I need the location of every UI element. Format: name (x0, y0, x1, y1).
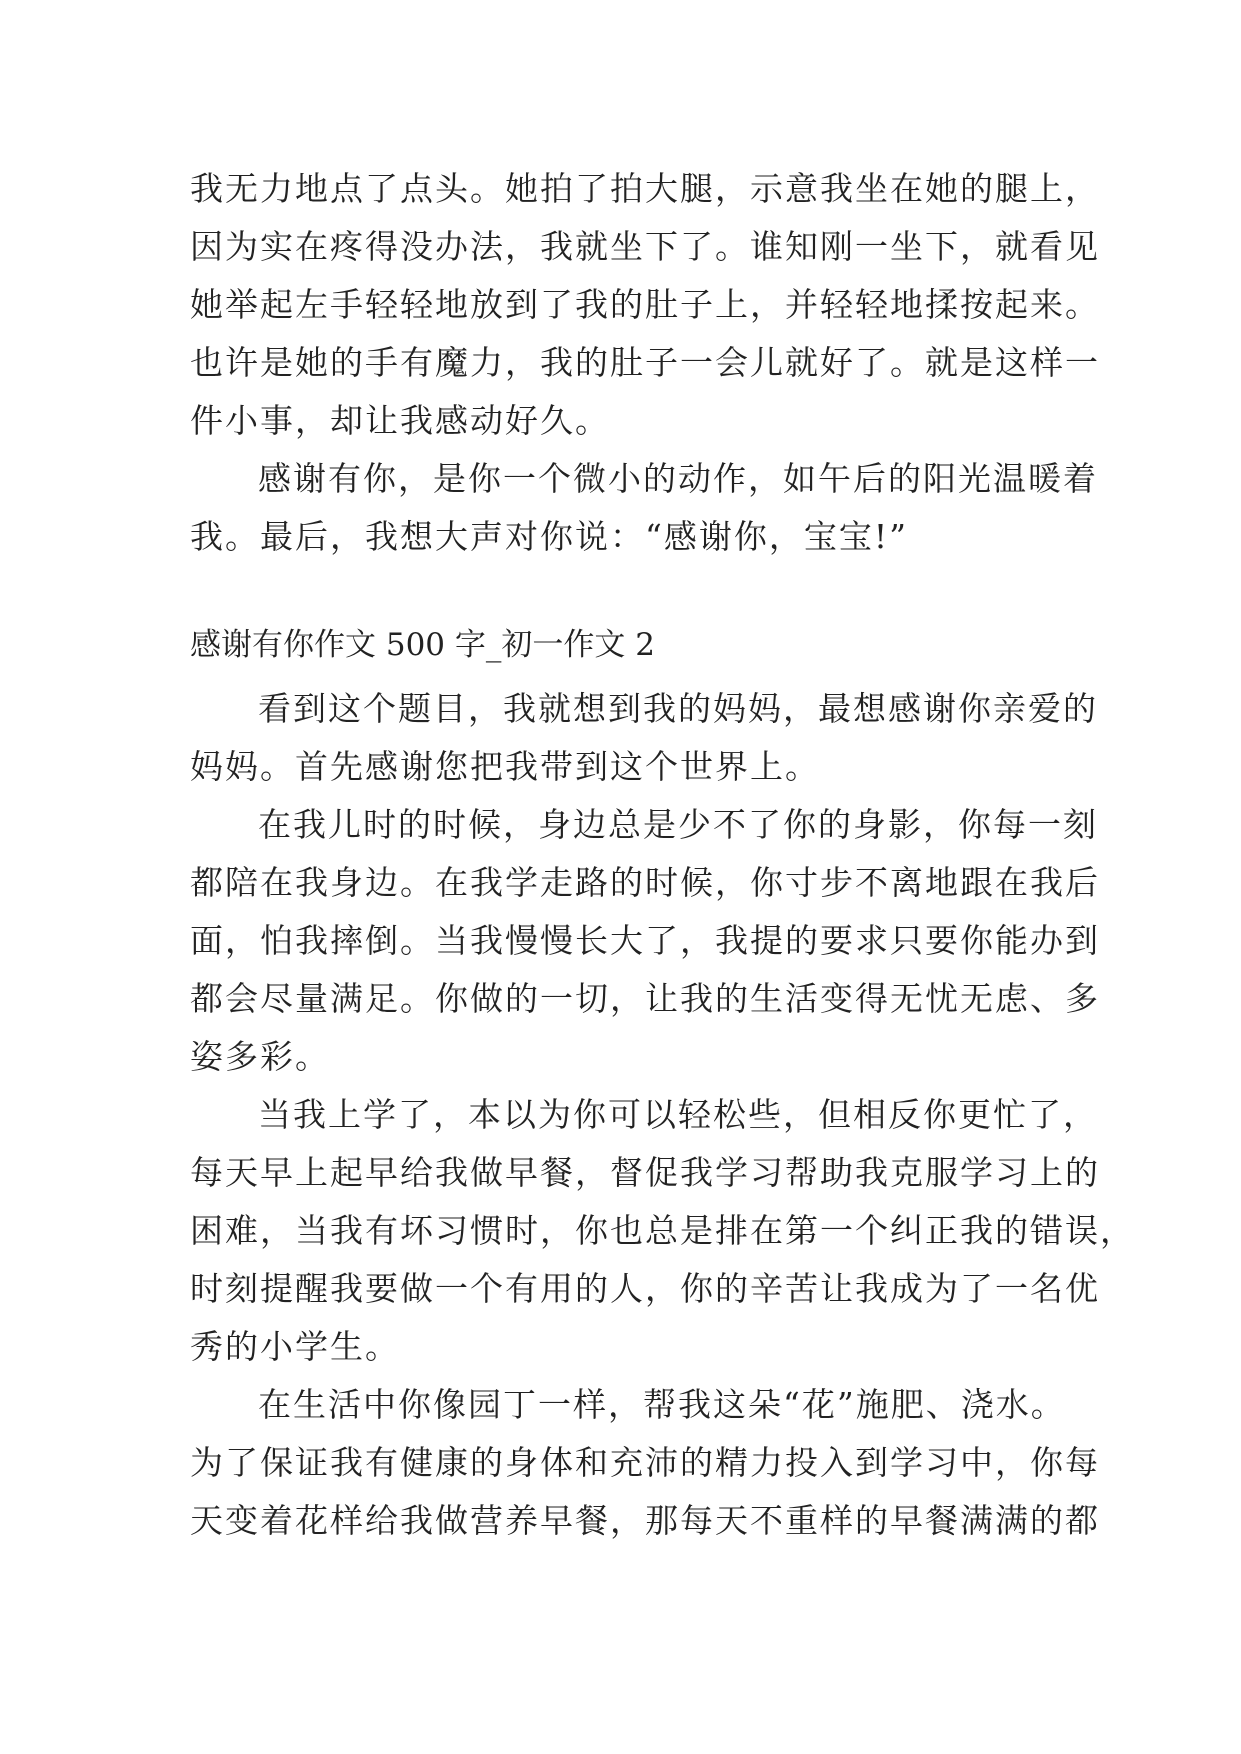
paragraph-closing (190, 450, 1098, 566)
text-line: 感谢有你，是你一个微小的动作，如午后的阳光温暖着 (258, 459, 1098, 498)
text-line: 她举起左手轻轻地放到了我的肚子上，并轻轻地揉按起来。 (190, 285, 1100, 324)
paragraph-2 (190, 796, 1100, 1086)
essay-title: 感谢有你作文 500 字_初一作文 2 (190, 627, 655, 663)
text-line: 在生活中你像园丁一样，帮我这朵“花”施肥、浇水。 (258, 1385, 1066, 1424)
text-line: 面，怕我摔倒。当我慢慢长大了，我提的要求只要你能办到 (190, 921, 1100, 960)
text-line: 为了保证我有健康的身体和充沛的精力投入到学习中，你每 (190, 1443, 1100, 1482)
text-line: 件小事，却让我感动好久。 (190, 401, 610, 440)
text-line: 我无力地点了点头。她拍了拍大腿，示意我坐在她的腿上， (190, 169, 1100, 208)
text-line: 妈妈。首先感谢您把我带到这个世界上。 (190, 747, 820, 786)
text-line: 在我儿时的时候，身边总是少不了你的身影，你每一刻 (258, 805, 1098, 844)
paragraph-continued (190, 160, 1100, 450)
text-line: 每天早上起早给我做早餐，督促我学习帮助我克服学习上的 (190, 1153, 1100, 1192)
text-line: 秀的小学生。 (190, 1327, 400, 1366)
paragraph-1 (190, 680, 1098, 796)
text-line: 都会尽量满足。你做的一切，让我的生活变得无忧无虑、多 (190, 979, 1100, 1018)
text-line: 因为实在疼得没办法，我就坐下了。谁知刚一坐下，就看见 (190, 227, 1100, 266)
text-line: 姿多彩。 (190, 1037, 330, 1076)
paragraph-3 (190, 1086, 1135, 1376)
text-line: 都陪在我身边。在我学走路的时候，你寸步不离地跟在我后 (190, 863, 1100, 902)
text-line: 时刻提醒我要做一个有用的人，你的辛苦让我成为了一名优 (190, 1269, 1100, 1308)
text-line: 看到这个题目，我就想到我的妈妈，最想感谢你亲爱的 (258, 689, 1098, 728)
paragraph-4 (190, 1376, 1100, 1550)
text-line: 困难，当我有坏习惯时，你也总是排在第一个纠正我的错误， (190, 1211, 1135, 1250)
text-line: 天变着花样给我做营养早餐，那每天不重样的早餐满满的都 (190, 1501, 1100, 1540)
text-line: 当我上学了，本以为你可以轻松些，但相反你更忙了， (258, 1095, 1098, 1134)
text-line: 也许是她的手有魔力，我的肚子一会儿就好了。就是这样一 (190, 343, 1100, 382)
text-line: 我。最后，我想大声对你说：“感谢你，宝宝!” (190, 517, 909, 556)
